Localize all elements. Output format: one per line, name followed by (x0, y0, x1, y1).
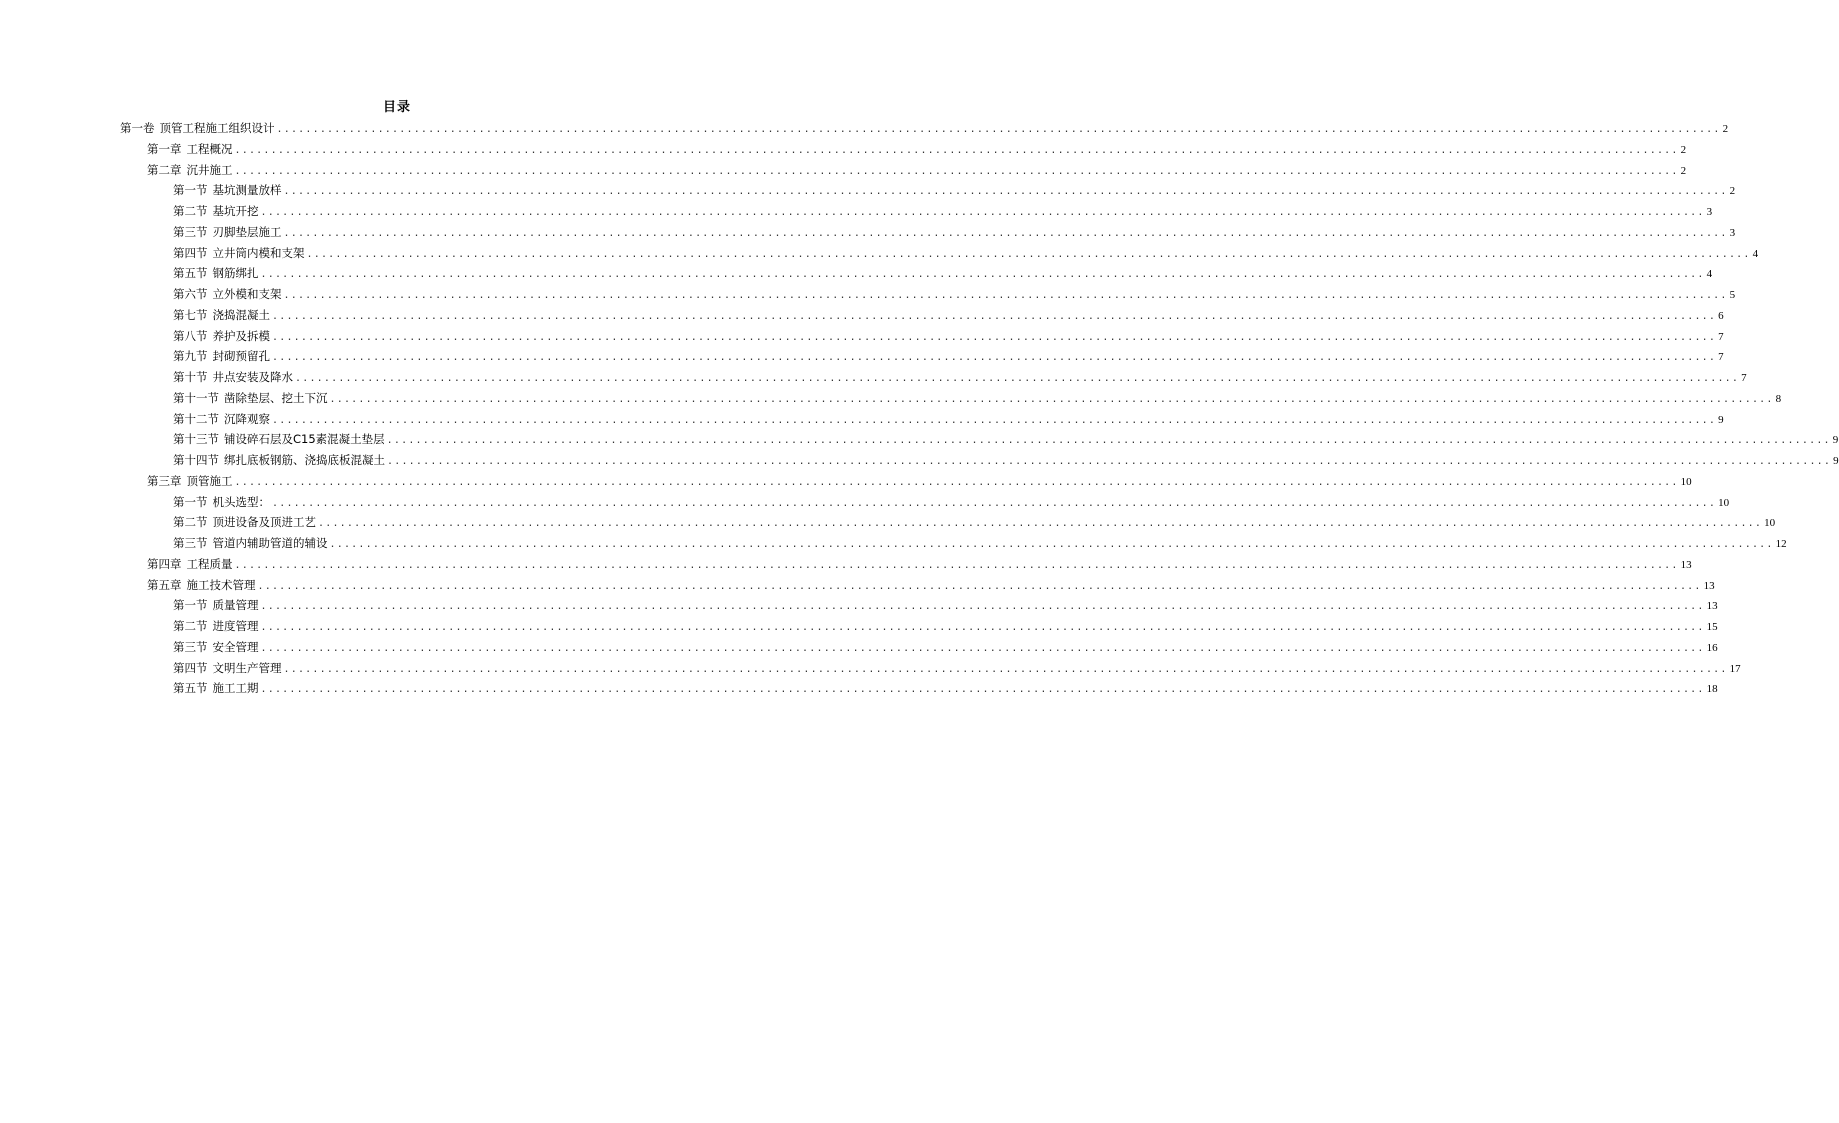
dot-leader: ........................................................................................................................................................................................................ (272, 331, 1717, 343)
toc-entry[interactable] (0, 346, 1724, 367)
dot-leader: ........................................................................................................................................................................................................ (260, 642, 1705, 654)
toc-entry-title: 进度管理 (212, 619, 259, 633)
toc-entry-number: 第十四节 (173, 453, 219, 467)
dot-leader: ........................................................................................................................................................................................................ (260, 601, 1705, 613)
dot-leader: ........................................................................................................................................................................................................ (234, 165, 1679, 177)
toc-entry[interactable] (0, 180, 1736, 201)
dot-leader: ........................................................................................................................................................................................................ (329, 539, 1774, 550)
toc-entry-title: 绑扎底板钢筋、浇捣底板混凝土 (224, 453, 385, 467)
toc-entry-page-number: 2 (1680, 143, 1687, 156)
toc-entry-page-number: 10 (1764, 517, 1776, 530)
dot-leader: ........................................................................................................................................................................................................ (272, 414, 1717, 426)
dot-leader: ........................................................................................................................................................................................................ (283, 663, 1728, 675)
toc-entry-number: 第二章 (147, 162, 182, 177)
toc-entry-title: 沉降观察 (224, 411, 270, 426)
dot-leader: ........................................................................................................................................................................................................ (260, 269, 1705, 281)
toc-entry-page-number: 4 (1752, 247, 1759, 260)
dot-leader: ........................................................................................................................................................................................................ (283, 227, 1728, 239)
toc-entry-title: 立外模和支架 (212, 287, 282, 301)
toc-entry[interactable] (0, 160, 1687, 181)
dot-leader: ........................................................................................................................................................................................................ (234, 476, 1679, 488)
toc-entry-title: 顶管工程施工组织设计 (159, 121, 275, 135)
toc-entry-page-number: 13 (1706, 600, 1718, 613)
dot-leader: ........................................................................................................................................................................................................ (295, 373, 1740, 384)
toc-entry[interactable] (0, 658, 1741, 679)
toc-entry[interactable] (0, 284, 1736, 305)
toc-entry[interactable] (0, 326, 1724, 347)
dot-leader: ........................................................................................................................................................................................................ (257, 580, 1702, 592)
toc-entry-page-number: 13 (1703, 579, 1715, 592)
dot-leader: ........................................................................................................................................................................................................ (272, 497, 1717, 509)
toc-entry-page-number: 18 (1706, 683, 1718, 696)
table-of-contents (0, 118, 1839, 699)
toc-entry[interactable] (0, 263, 1713, 284)
toc-entry-number: 第一节 (173, 598, 208, 613)
dot-leader: ........................................................................................................................................................................................................ (276, 124, 1721, 135)
toc-entry-page-number: 6 (1718, 309, 1724, 322)
toc-entry[interactable] (0, 388, 1782, 409)
toc-entry-number: 第八节 (173, 328, 208, 343)
toc-entry-number: 第四节 (173, 245, 208, 260)
toc-entry[interactable] (0, 305, 1724, 326)
dot-leader: ........................................................................................................................................................................................................ (272, 352, 1717, 364)
toc-entry-number: 第二节 (173, 204, 208, 218)
toc-entry[interactable] (0, 595, 1718, 616)
toc-entry[interactable] (0, 471, 1692, 492)
toc-entry-page-number: 12 (1775, 538, 1787, 550)
toc-entry-number: 第五节 (173, 681, 208, 696)
toc-entry-number: 第十一节 (173, 390, 219, 405)
dot-leader: ........................................................................................................................................................................................................ (329, 393, 1774, 405)
toc-entry-title: 安全管理 (212, 639, 259, 654)
toc-entry-page-number: 4 (1706, 268, 1713, 281)
toc-entry-number: 第一章 (147, 141, 182, 156)
toc-entry-title: 浇捣混凝土 (212, 307, 270, 322)
toc-entry-title: 管道内辅助管道的辅设 (212, 536, 328, 550)
toc-entry-title: 封砌预留孔 (212, 349, 270, 364)
dot-leader: ........................................................................................................................................................................................................ (260, 207, 1705, 218)
toc-entry-page-number: 9 (1718, 413, 1724, 426)
toc-entry-title: 刃脚垫层施工 (212, 224, 282, 239)
toc-entry-number: 第五节 (173, 266, 208, 281)
toc-entry-page-number: 16 (1706, 641, 1718, 654)
toc-entry-page-number: 8 (1775, 392, 1782, 405)
toc-entry-title: 工程概况 (186, 141, 233, 156)
toc-entry-title: 工程质量 (186, 556, 233, 571)
dot-leader: ........................................................................................................................................................................................................ (386, 435, 1831, 447)
toc-entry-title: 顶进设备及顶进工艺 (212, 515, 316, 530)
toc-entry-title: 施工技术管理 (186, 577, 256, 592)
toc-entry-number: 第十三节 (173, 432, 219, 447)
toc-entry-title: 基坑测量放样 (212, 183, 282, 198)
toc-entry-number: 第五章 (147, 577, 182, 592)
toc-entry[interactable] (0, 409, 1724, 430)
toc-entry[interactable] (0, 139, 1687, 160)
toc-entry-number: 第三节 (173, 536, 208, 550)
toc-entry-number: 第一卷 (120, 121, 155, 135)
toc-entry-number: 第十节 (173, 370, 208, 384)
toc-entry-title: 立井筒内模和支架 (212, 245, 305, 260)
toc-entry-page-number: 7 (1718, 351, 1724, 364)
toc-entry-page-number: 3 (1706, 206, 1713, 218)
toc-entry-title: 凿除垫层、挖土下沉 (224, 390, 328, 405)
dot-leader: ........................................................................................................................................................................................................ (283, 186, 1728, 198)
dot-leader: ........................................................................................................................................................................................................ (306, 248, 1751, 260)
dot-leader: ........................................................................................................................................................................................................ (318, 518, 1763, 530)
dot-leader: ........................................................................................................................................................................................................ (387, 456, 1832, 467)
toc-entry-number: 第三章 (147, 473, 182, 488)
toc-entry-page-number: 17 (1729, 662, 1741, 675)
dot-leader: ........................................................................................................................................................................................................ (234, 559, 1679, 571)
toc-entry-title: 养护及拆模 (212, 328, 270, 343)
toc-entry[interactable] (0, 533, 1787, 554)
toc-entry-number: 第一节 (173, 494, 208, 509)
toc-entry-number: 第六节 (173, 287, 208, 301)
toc-entry[interactable] (0, 429, 1839, 450)
toc-entry[interactable] (0, 678, 1718, 699)
toc-entry[interactable] (0, 118, 1729, 139)
toc-entry-page-number: 7 (1741, 372, 1747, 384)
toc-entry-title: 基坑开挖 (212, 204, 259, 218)
toc-entry-page-number: 5 (1729, 289, 1736, 301)
toc-entry-page-number: 2 (1729, 185, 1736, 198)
dot-leader: ........................................................................................................................................................................................................ (234, 144, 1679, 156)
toc-entry-number: 第二节 (173, 515, 208, 530)
toc-entry-page-number: 13 (1680, 558, 1692, 571)
toc-entry-number: 第四章 (147, 556, 182, 571)
toc-entry[interactable] (0, 450, 1839, 471)
toc-entry-page-number: 10 (1680, 475, 1692, 488)
toc-entry-number: 第四节 (173, 660, 208, 675)
toc-entry-title: 钢筋绑扎 (212, 266, 259, 281)
toc-entry-title: 铺设碎石层及C15素混凝土垫层 (224, 432, 385, 447)
toc-entry-title: 井点安装及降水 (212, 370, 293, 384)
toc-entry-page-number: 3 (1729, 226, 1736, 239)
toc-entry-page-number: 9 (1833, 455, 1839, 467)
toc-entry[interactable] (0, 637, 1718, 658)
toc-entry-page-number: 15 (1706, 621, 1718, 633)
toc-entry[interactable] (0, 243, 1759, 264)
toc-entry[interactable] (0, 492, 1730, 513)
dot-leader: ........................................................................................................................................................................................................ (283, 290, 1728, 301)
toc-entry[interactable] (0, 616, 1718, 637)
toc-entry[interactable] (0, 554, 1692, 575)
toc-entry[interactable] (0, 367, 1747, 388)
toc-entry-number: 第三节 (173, 639, 208, 654)
toc-entry-title: 顶管施工 (186, 473, 233, 488)
toc-entry-number: 第九节 (173, 349, 208, 364)
toc-entry-number: 第七节 (173, 307, 208, 322)
dot-leader: ........................................................................................................................................................................................................ (260, 684, 1705, 696)
toc-entry-page-number: 2 (1722, 123, 1729, 135)
toc-entry-number: 第三节 (173, 224, 208, 239)
toc-title: 目录 (382, 100, 411, 115)
toc-entry-title: 沉井施工 (186, 162, 233, 177)
toc-entry-title: 施工工期 (212, 681, 259, 696)
toc-entry[interactable] (0, 201, 1713, 222)
toc-entry-title: 文明生产管理 (212, 660, 282, 675)
toc-entry[interactable] (0, 222, 1736, 243)
toc-entry-page-number: 10 (1718, 496, 1730, 509)
toc-entry-title: 质量管理 (212, 598, 259, 613)
toc-entry-page-number: 7 (1718, 330, 1724, 343)
toc-entry-page-number: 2 (1680, 164, 1687, 177)
toc-entry-title: 机头选型： (212, 494, 270, 509)
toc-entry[interactable] (0, 512, 1776, 533)
dot-leader: ........................................................................................................................................................................................................ (272, 310, 1717, 322)
dot-leader: ........................................................................................................................................................................................................ (260, 622, 1705, 633)
toc-entry-number: 第一节 (173, 183, 208, 198)
toc-entry[interactable] (0, 575, 1715, 596)
toc-entry-page-number: 9 (1832, 434, 1839, 447)
toc-entry-number: 第二节 (173, 619, 208, 633)
toc-entry-number: 第十二节 (173, 411, 219, 426)
